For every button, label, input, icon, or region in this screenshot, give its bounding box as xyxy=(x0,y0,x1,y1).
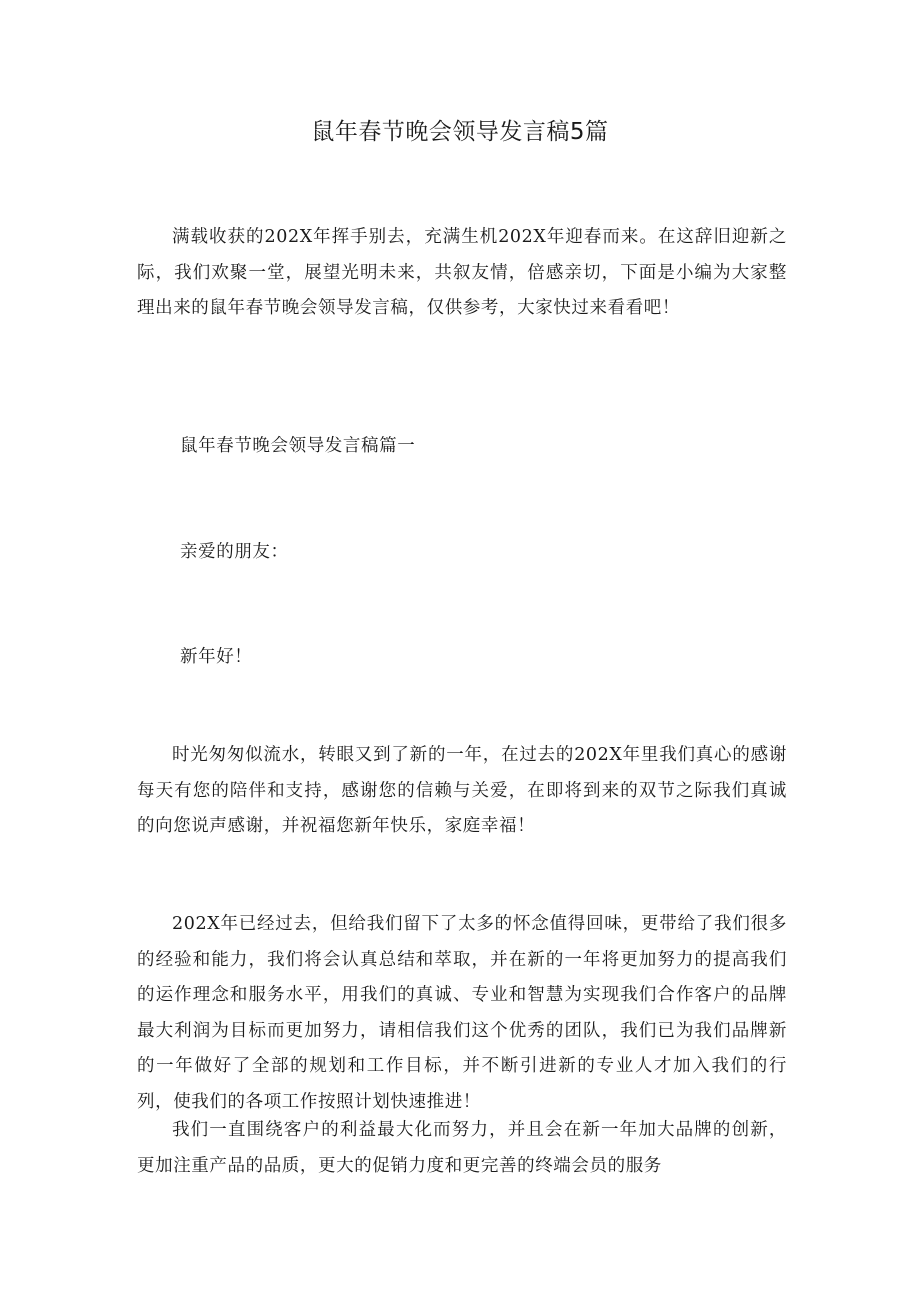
body-paragraph-3: 我们一直围绕客户的利益最大化而努力，并且会在新一年加大品牌的创新，更加注重产品的品质，更大的促销力度和更完善的终端会员的服务 xyxy=(137,1120,787,1176)
body-paragraph-1: 时光匆匆似流水，转眼又到了新的一年，在过去的202X年里我们真心的感谢每天有您的陪伴和支持，感谢您的信赖与关爱，在即将到来的双节之际我们真诚的向您说声感谢，并祝福您新年快乐，家庭幸福！ xyxy=(137,745,787,836)
body-paragraph-2: 202X年已经过去，但给我们留下了太多的怀念值得回味，更带给了我们很多的经验和能力，我们将会认真总结和萃取，并在新的一年将更加努力的提高我们的运作理念和服务水平，用我们的真诚、专业和智慧为实现我们合作客户的品牌最大利润为目标而更加努力，请相信我们这个优秀的团队，我们已为我们品牌新的一年做好了全部的规划和工作目标，并不断引进新的专业人才加入我们的行列，使我们的各项工作按照计划快速推进！ xyxy=(137,914,787,1112)
section-heading: 鼠年春节晚会领导发言稿篇一 xyxy=(180,436,416,456)
intro-paragraph: 满载收获的202X年挥手别去，充满生机202X年迎春而来。在这辞旧迎新之际，我们欢聚一堂，展望光明未来，共叙友情，倍感亲切，下面是小编为大家整理出来的鼠年春节晚会领导发言稿，仅供参考，大家快过来看看吧！ xyxy=(137,227,787,318)
salutation: 亲爱的朋友： xyxy=(180,542,289,562)
greeting: 新年好！ xyxy=(180,647,253,667)
document-title: 鼠年春节晚会领导发言稿5篇 xyxy=(311,119,609,145)
